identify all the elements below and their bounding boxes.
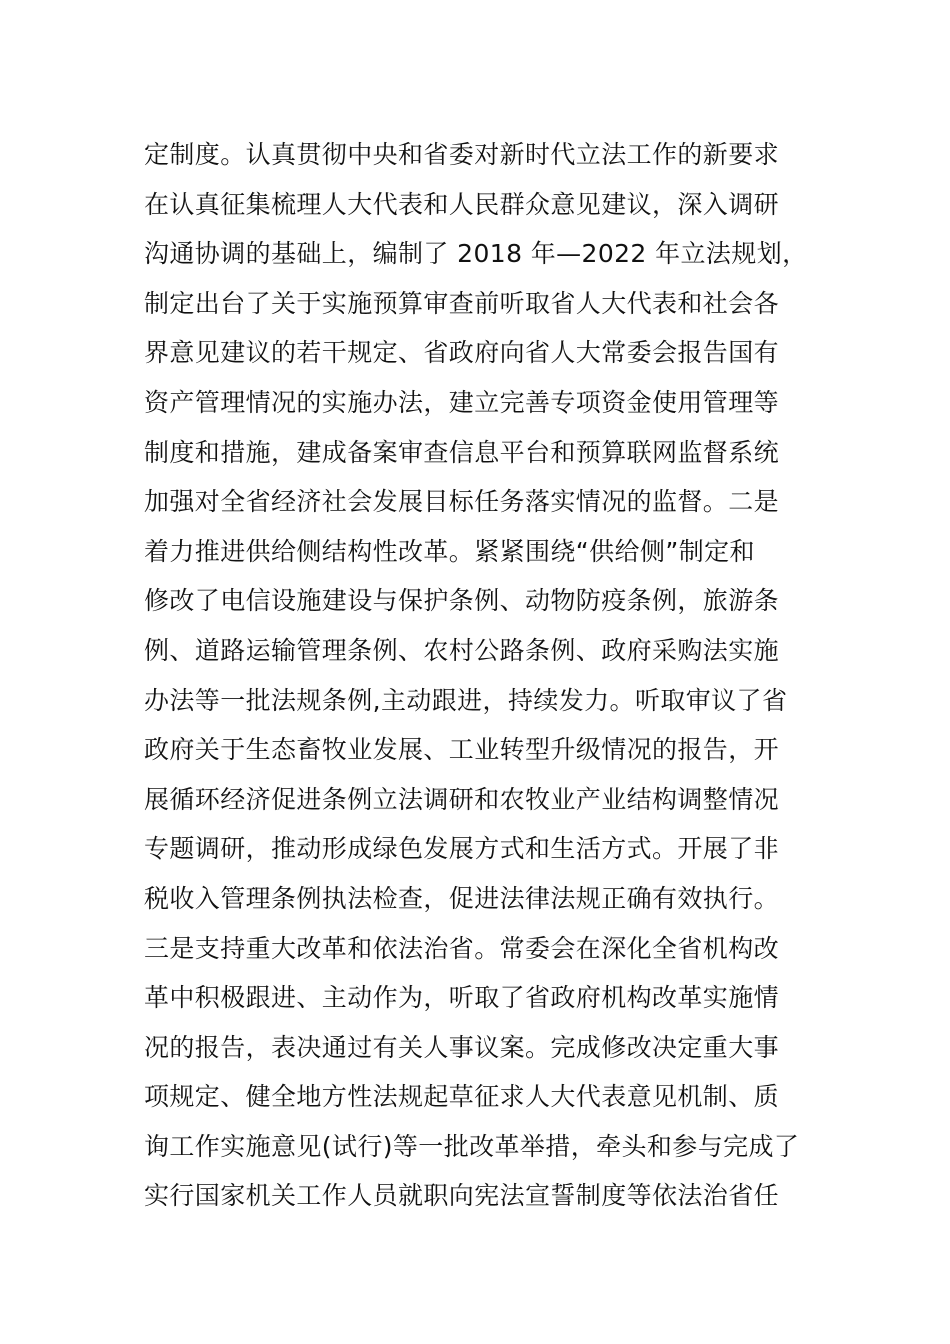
text-line: 定制度。认真贯彻中央和省委对新时代立法工作的新要求 [144, 140, 780, 169]
text-line: 例、道路运输管理条例、农村公路条例、政府采购法实施 [144, 635, 780, 665]
text-line: 在认真征集梳理人大代表和人民群众意见建议，深入调研 [144, 189, 780, 219]
text-line: 专题调研，推动形成绿色发展方式和生活方式。开展了非 [144, 834, 780, 864]
body-text [144, 130, 814, 1221]
text-line: 革中积极跟进、主动作为，听取了省政府机构改革实施情 [144, 983, 780, 1013]
text-line: 着力推进供给侧结构性改革。紧紧围绕“供给侧”制定和 [144, 536, 755, 566]
text-line: 制度和措施，建成备案审查信息平台和预算联网监督系统 [144, 437, 780, 467]
text-line: 办法等一批法规条例,主动跟进，持续发力。听取审议了省 [144, 685, 788, 715]
text-line: 项规定、健全地方性法规起草征求人大代表意见机制、质 [144, 1082, 780, 1112]
text-line: 资产管理情况的实施办法，建立完善专项资金使用管理等 [144, 387, 780, 417]
text-line: 三是支持重大改革和依法治省。常委会在深化全省机构改 [144, 933, 780, 963]
text-line: 政府关于生态畜牧业发展、工业转型升级情况的报告，开 [144, 735, 780, 765]
text-line: 制定出台了关于实施预算审查前听取省人大代表和社会各 [144, 288, 780, 318]
text-line: 加强对全省经济社会发展目标任务落实情况的监督。二是 [144, 487, 780, 517]
text-line: 展循环经济促进条例立法调研和农牧业产业结构调整情况 [144, 784, 780, 814]
text-line: 询工作实施意见(试行)等一批改革举措，牵头和参与完成了 [144, 1131, 800, 1161]
text-line: 界意见建议的若干规定、省政府向省人大常委会报告国有 [144, 338, 780, 368]
text-line: 实行国家机关工作人员就职向宪法宣誓制度等依法治省任 [144, 1181, 780, 1211]
text-line: 沟通协调的基础上，编制了 2018 年—2022 年立法规划， [144, 239, 808, 269]
text-line: 税收入管理条例执法检查，促进法律法规正确有效执行。 [144, 883, 780, 913]
text-line: 修改了电信设施建设与保护条例、动物防疫条例，旅游条 [144, 586, 780, 616]
text-line: 况的报告，表决通过有关人事议案。完成修改决定重大事 [144, 1032, 780, 1062]
